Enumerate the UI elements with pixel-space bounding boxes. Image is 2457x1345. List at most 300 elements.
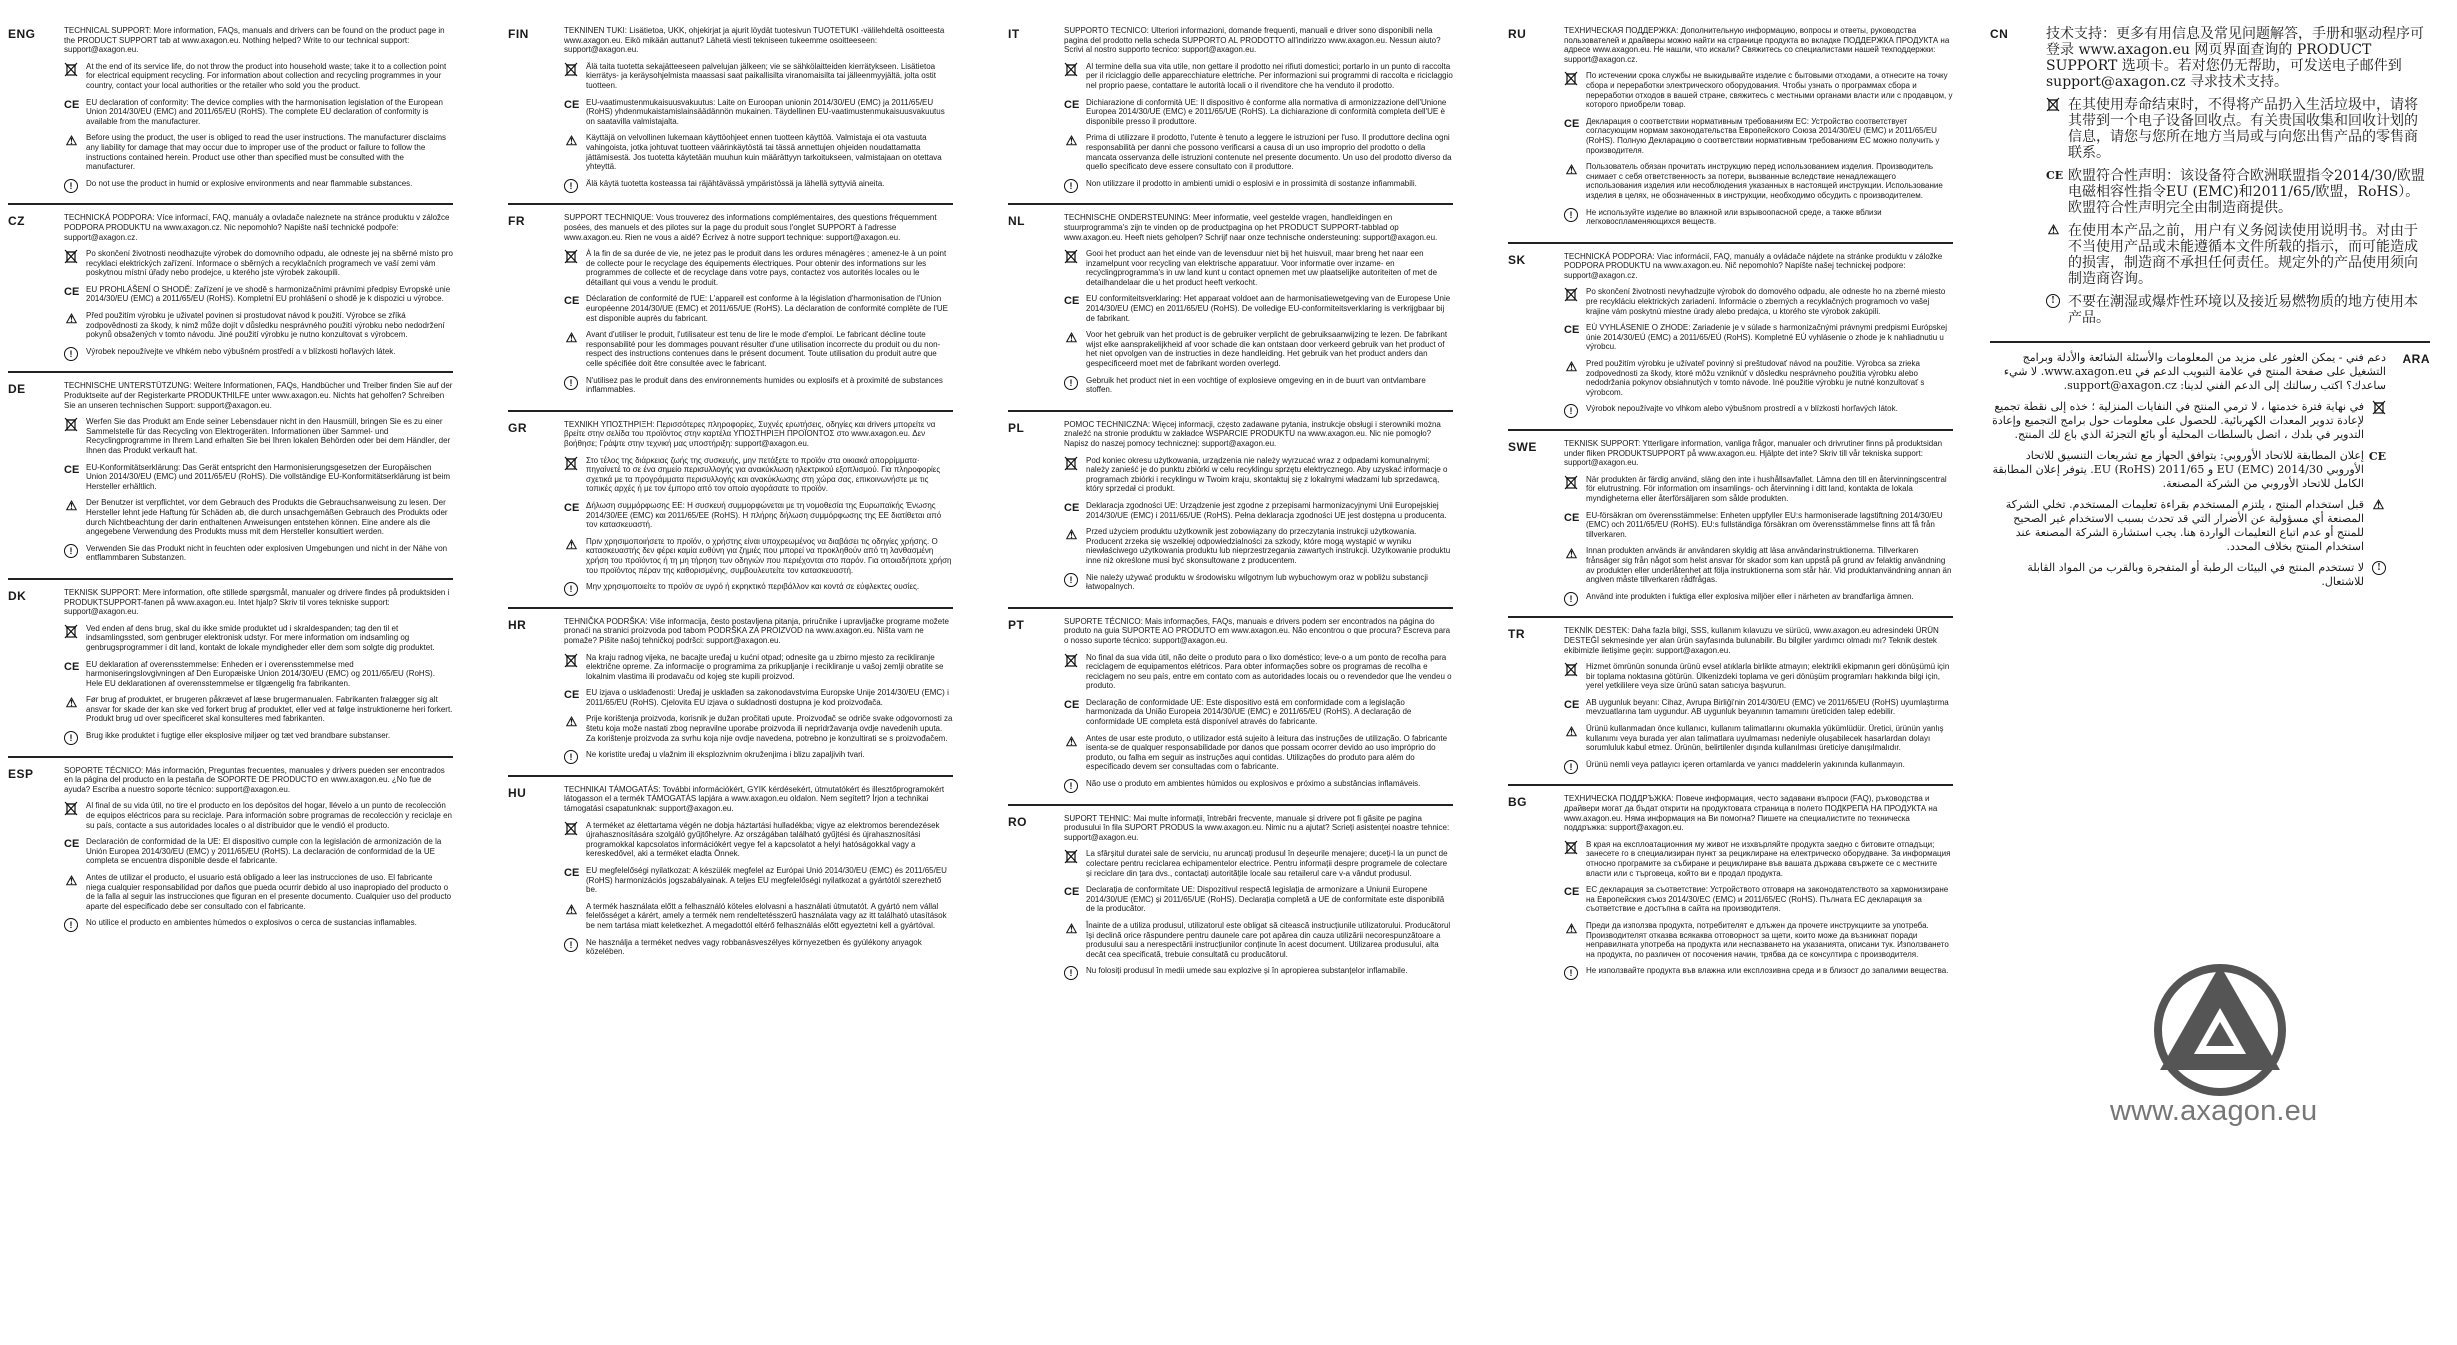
axagon-logo	[2150, 960, 2290, 1110]
notice-item	[1564, 592, 1953, 602]
notice-item	[1064, 849, 1453, 878]
notice-text: 在其使用寿命结束时，不得将产品扔入生活垃圾中，请将其带到一个电子设备回收点。有关贵国收集和回收计划的信息，请您与您所在地方当局或与向您出售产品的零售商联系。	[2068, 97, 2418, 161]
support-text: SUPORT TEHNIC: Mai multe informații, întrebări frecvente, manuale și drivere pot fi găsite pe pagina produsului în fila SUPORT PRODUS la www.axagon.eu. Nimic nu a ajutat? Scrieți asistenței noastre tehnice: support@axagon.eu.	[1064, 813, 1450, 842]
no-humidity-icon: !	[564, 179, 578, 193]
notice-item	[1564, 359, 1953, 397]
support-text: TEKNISK SUPPORT: Ytterligare information, vanliga frågor, manualer och drivrutiner finns på produktsidan under fliken PRODUKTSUPPORT på www.axagon.eu. Hjälpte det inte? Skriv till vår tekniska support: support@axagon.eu.	[1564, 439, 1943, 468]
notice-text: Декларация о соответствии нормативным требованиям ЕС: Устройство соответствует согласующим нормам законодательства Европейского Союза 2014/30/EU (EMC) и 2011/65/EU (RoHS). Полную Декларацию о соответствии нормативным требованиям ЕС можно получить у производителя.	[1586, 116, 1940, 155]
ce-mark-icon: CE	[64, 463, 80, 476]
warning-triangle-icon: ⚠	[1065, 527, 1078, 543]
lang-code: SK	[1508, 252, 1526, 267]
notice-item	[564, 821, 953, 859]
notice-text: Ürünü kullanmadan önce kullanıcı, kullanım talimatlarını okumakla yükümlüdür. Üretici, ürünün yanlış kullanımı veya burada yer alan talimatlara uyulmaması nedeniyle oluşabilecek hasarlardan dolayı sorumluluk kabul etmez. Ürünün, belirtilenler dışında kullanılması üreticiye danışılmalıdır.	[1586, 724, 1944, 753]
notice-item	[564, 133, 953, 171]
notice-text: EU izjava o usklađenosti: Uređaj je usklađen sa zakonodavstvima Europske Unije 2014/30/EU (EMC) i 2011/65/EU (RoHS). Cjelovita EU izjava o sukladnosti dostupna je kod proizvođača.	[586, 688, 949, 707]
support-text: TECHNISCHE UNTERSTÜTZUNG: Weitere Informationen, FAQs, Handbücher und Treiber finden Sie auf der Produktseite auf der Registerkarte PRODUKTHILFE unter www.axagon.eu. Nichts hat geholfen? Schreiben Sie an unseren technischen Support: support@axagon.eu.	[64, 381, 453, 410]
ce-mark-icon: CE	[564, 867, 580, 879]
lang-code: BG	[1508, 795, 1527, 810]
notice-text: Gebruik het product niet in een vochtige of explosieve omgeving en in de buurt van ontvlambare stoffen.	[1086, 375, 1426, 395]
no-humidity-icon: !	[564, 750, 578, 764]
notice-item	[64, 285, 453, 304]
notice-text: ЕС декларация за съответствие: Устройството отговаря на законодателството за хармонизиране на Европейския съюз 2014/30/ЕС (EMC) и 2011/65/ЕС (RoHS). Пълната ЕС декларация за съответствие е достъпна в сайта на производителя.	[1586, 885, 1949, 914]
column-3	[1008, 18, 1453, 991]
notice-item	[1564, 404, 1953, 417]
notice-item	[1064, 501, 1453, 520]
warning-triangle-icon: ⚠	[65, 311, 78, 327]
no-humidity-icon: !	[64, 731, 78, 745]
support-text: TECHNIKAI TÁMOGATÁS: További információkért, GYIK kérdésekért, útmutatókért és illesztőprogramokért látogasson el a termék TÁMOGATÁS lapjára a www.axagon.eu oldalon. Nem segített? Írjon a technikai támogatási csapatunknak: support@axagon.eu.	[564, 784, 945, 814]
notice-item	[64, 544, 453, 563]
notice-text: Käyttäjä on velvollinen lukemaan käyttöohjeet ennen tuotteen käyttöä. Valmistaja ei ota vastuuta vahingoista, jotka johtuvat tuotteen väärinkäytöstä tai tässä annettujen ohjeiden noudattamatta jättämisestä. Jos tuotetta käytetään muuhun kuin määrättyyn tarkoitukseen, valmistajaan on otettava yhteyttä.	[586, 133, 942, 172]
notice-text: إعلان المطابقة للاتحاد الأوروبي: يتوافق الجهاز مع تشريعات التنسيق للاتحاد الأوروبي 2014/30 EU (EMC) و 2011/65 EU (RoHS). يتوفر إعلان المطابقة الكامل للاتحاد الأوروبي من الشركة المصنعة.	[1992, 449, 2364, 490]
no-humidity-icon: !	[1064, 376, 1078, 390]
lang-section-hu	[508, 777, 953, 972]
notice-text: Før brug af produktet, er brugeren påkrævet af læse brugermanualen. Fabrikanten fralægger sig alt ansvar for skade der kan ske ved forkert brug af produktet, eller ved at følge instruktionerne heri forkert. Produkt brug ud over specificeret skal konsulteres med fabrikanten.	[86, 695, 453, 724]
notice-item	[564, 653, 953, 682]
lang-code: IT	[1008, 27, 1020, 41]
no-humidity-icon: !	[1564, 208, 1578, 222]
lang-code: NL	[1008, 214, 1025, 229]
lang-code: CN	[1990, 27, 2009, 41]
warning-triangle-icon: ⚠	[565, 901, 578, 917]
notice-item	[64, 837, 453, 866]
notice-item	[564, 179, 953, 189]
no-humidity-icon: !	[1564, 404, 1578, 418]
crossed-bin-icon	[1564, 71, 1579, 86]
notice-text: Ne használja a terméket nedves vagy robbanásveszélyes környezetben és gyúlékony anyagok közelében.	[586, 937, 922, 957]
notice-item	[2046, 294, 2430, 326]
notice-text: Declarația de conformitate UE: Dispozitivul respectă legislația de armonizare a Uniunii Europene 2014/30/UE (EMC) și 2011/65/UE (RoHS). Declarația completă a UE de conformitate este disponibilă de la producător.	[1086, 885, 1445, 914]
notice-text: Älä käytä tuotetta kosteassa tai räjähtävässä ympäristössä ja lähellä syttyviä aineita.	[586, 178, 885, 188]
notice-item	[1564, 840, 1953, 878]
notice-item	[1564, 724, 1953, 753]
notice-text: Ürünü nemli veya patlayıcı içeren ortamlarda ve yanıcı maddelerin yakınında kullanmayın.	[1586, 759, 1905, 769]
notice-text: Använd inte produkten i fuktiga eller explosiva miljöer eller i närheten av brandfarliga ämnen.	[1586, 591, 1914, 601]
notice-text: EU deklaration af overensstemmelse: Enheden er i overensstemmelse med harmoniseringslovgivningen af Den Europæiske Union 2014/30/EU (EMC) og 2011/65/EU (RoHS). Hele EU deklarationen af overensstemmelse er tilgængelig fra fabrikanten.	[86, 659, 435, 688]
ce-mark-icon: CE	[564, 295, 580, 308]
crossed-bin-icon	[564, 62, 579, 77]
lang-section-sk	[1508, 244, 1953, 431]
warning-triangle-icon: ⚠	[1065, 133, 1078, 149]
no-humidity-icon: !	[1564, 760, 1578, 774]
notice-item	[1564, 760, 1953, 770]
notice-item	[1564, 546, 1953, 584]
notice-item	[1564, 511, 1953, 540]
lang-code: RO	[1008, 814, 1027, 829]
notice-text: Przed użyciem produktu użytkownik jest zobowiązany do przeczytania instrukcji użytkowania. Producent zrzeka się wszelkiej odpowiedzialności za szkody, które mogą wystąpić w wyniku niewłaściwego użytkowania produktu lub nieprzestrzegania zawartych instrukcji. Użytkowanie produktu inne niż określone musi być skonsultowane z producentem.	[1086, 527, 1451, 565]
lang-section-ara	[1990, 343, 2430, 604]
brand-url: www.axagon.eu	[2110, 1095, 2318, 1127]
notice-text: Gooi het product aan het einde van de levensduur niet bij het huisvuil, maar breng het naar een inzamelpunt voor recycling van elektrische apparatuur. Voor informatie over inzame- en recyclingprogramma's in uw land kunt u contact opnemen met uw plaatselijke autoriteiten of met de detailhandelaar die u het product heeft verkocht.	[1086, 249, 1438, 287]
warning-triangle-icon: ⚠	[65, 133, 78, 149]
crossed-bin-icon	[2046, 97, 2061, 112]
support-text: TEKNISK SUPPORT: Mere information, ofte stillede spørgsmål, manualer og drivere findes på produktsiden i PRODUKTSUPPORT-fanen på www.axagon.eu. Intet hjalp? Skriv til vores tekniske support: support@axagon.eu.	[64, 587, 450, 617]
notice-text: Before using the product, the user is obliged to read the user instructions. The manufacturer disclaims any liability for damage that may occur due to improper use of the product or failure to follow the instructions contained herein. Product use other than specified must be consulted with the manufacturer.	[86, 133, 447, 172]
notice-item	[1064, 966, 1453, 979]
notice-text: 欧盟符合性声明：该设备符合欧洲联盟指令2014/30/欧盟电磁相容性指令EU (EMC)和2011/65/欧盟，RoHS）。欧盟符合性声明完全由制造商提供。	[2068, 168, 2425, 216]
notice-text: Antes de usar este produto, o utilizador está sujeito à leitura das instruções de utilização. O fabricante isenta-se de qualquer responsabilidade por danos que possam ocorrer devido ao uso impróprio do produto, ou falha em seguir as instruções aqui contidas. Utilizações do produto para além do especificado devem ser consultadas com o fabricante.	[1086, 733, 1448, 772]
lang-code: SWE	[1508, 440, 1537, 454]
notice-text: Před použitím výrobku je uživatel povinen si prostudovat návod k použití. Výrobce se zříká zodpovědnosti za škody, k nimž může dojít v důsledku nesprávného použití výrobku nebo nedodržení pokynů obsažených v tomto návodu. Jiné použití výrobku je nutno konzultovat s výrobcem.	[86, 311, 445, 340]
ce-mark-icon: CE	[64, 838, 80, 851]
lang-code: PT	[1008, 617, 1025, 632]
ce-mark-icon: CE	[2368, 450, 2386, 463]
notice-item	[1564, 71, 1953, 109]
notice-item	[64, 731, 453, 744]
notice-item	[564, 98, 953, 127]
notice-item	[1064, 62, 1453, 91]
warning-triangle-icon: ⚠	[65, 498, 78, 514]
notice-text: Μην χρησιμοποιείτε το προϊόν σε υγρό ή εκρηκτικό περιβάλλον και κοντά σε εύφλεκτες ουσίες.	[586, 582, 920, 592]
notice-item	[1064, 779, 1453, 792]
lang-section-fr	[508, 205, 953, 412]
notice-text: Не използвайте продукта във влажна или експлозивна среда и в близост до запалими вещества.	[1586, 966, 1949, 976]
crossed-bin-icon	[1064, 249, 1079, 264]
lang-code: HU	[508, 785, 527, 800]
notice-item	[1990, 561, 2386, 589]
ce-mark-icon: CE	[564, 501, 580, 514]
notice-text: At the end of its service life, do not throw the product into household waste; take it to a collection point for electrical equipment recycling. For information about collection and recycling programmes in your country, contact your local authorities or the retailer who sold you the product.	[86, 61, 447, 90]
notice-item	[1564, 885, 1953, 914]
crossed-bin-icon	[64, 417, 79, 432]
notice-item	[564, 330, 953, 368]
support-text: SOPORTE TÉCNICO: Más información, Preguntas frecuentes, manuales y drivers pueden ser encontrados en la página del producto en la pestaña de SOPORTE DE PRODUCTO en www.axagon.eu. ¿No fue de ayuda? Escriba a nuestro soporte técnico: support@axagon.eu.	[64, 765, 445, 794]
ce-mark-icon: CE	[1564, 324, 1580, 337]
crossed-bin-icon	[564, 456, 579, 471]
support-text: TECHNISCHE ONDERSTEUNING: Meer informatie, veel gestelde vragen, handleidingen en stuurprogramma's zijn te vinden op de productpagina op het PRODUCT SUPPORT-tabblad op www.axagon.eu. Heeft niets geholpen? Schrijf naar onze technische ondersteuning: support@axagon.eu.	[1064, 213, 1438, 242]
column-4	[1508, 18, 1953, 991]
notice-item	[564, 714, 953, 743]
warning-triangle-icon: ⚠	[1565, 546, 1578, 562]
notice-item	[1064, 179, 1453, 189]
notice-item	[64, 133, 453, 171]
notice-text: Po skončení životnosti nevyhadzujte výrobok do domového odpadu, ale odneste ho na zberné miesto pre recykláciu elektrických zariadení. Informácie o zberných a recyklačných programoch vo vašej krajine vám poskytnú miestne úrady alebo predajca, u ktorého ste výrobok zakúpili.	[1586, 287, 1946, 316]
notice-text: EU conformiteitsverklaring: Het apparaat voldoet aan de harmonisatiewetgeving van de Europese Unie 2014/30/EU (EMC) en 2011/65/EU (RoHS). De volledige EU-conformiteitsverklaring is verkrijgbaar bij de fabrikant.	[1086, 294, 1451, 323]
notice-item	[1064, 294, 1453, 323]
notice-item	[1064, 527, 1453, 565]
warning-triangle-icon: ⚠	[2047, 223, 2060, 238]
notice-text: Antes de utilizar el producto, el usuario está obligado a leer las instrucciones de uso. El fabricante niega cualquier responsabilidad por daños que pueda ocurrir debido al uso inapropiado del producto o de la falla al seguir las instrucciones que figuran en el presente documento. Cualquier uso del producto aparte del especificado debe ser consultado con el fabricante.	[86, 873, 452, 911]
crossed-bin-icon	[564, 653, 579, 668]
ce-mark-icon: CE	[1564, 511, 1580, 524]
notice-item	[564, 582, 953, 595]
notice-item	[64, 660, 453, 689]
notice-item	[1564, 662, 1953, 691]
notice-text: Prije korištenja proizvoda, korisnik je dužan pročitati upute. Proizvođač se odriče svake odgovornosti za štetu koja može nastati zbog nepravilne uporabe proizvoda ili nepridržavanja ovdje navedenih uputa. Za korištenje proizvoda za svrhu koja nije ovdje navedena, potrebno je konzultirati se s proizvođačem.	[586, 714, 953, 743]
notice-item	[64, 498, 453, 536]
notice-text: Verwenden Sie das Produkt nicht in feuchten oder explosiven Umgebungen und nicht in der Nähe von entflammbaren Substanzen.	[86, 543, 448, 563]
crossed-bin-icon	[564, 821, 579, 836]
crossed-bin-icon	[564, 249, 579, 264]
notice-text: EU-Konformitätserklärung: Das Gerät entspricht den Harmonisierungsgesetzen der Europäischen Union 2014/30/EU (EMC) und 2011/65/EU (RoHS). Die vollständige EU-Konformitätserklärung ist beim Hersteller erhältlich.	[86, 462, 451, 491]
lang-code: ARA	[2402, 352, 2430, 366]
notice-item	[1564, 208, 1953, 227]
notice-text: No utilice el producto en ambientes húmedos o explosivos o cerca de sustancias inflamables.	[86, 918, 417, 928]
lang-code: DE	[8, 382, 26, 397]
support-text: TEHNIČKA PODRŠKA: Više informacija, često postavljena pitanja, priručnike i upravljačke programe možete pronaći na stranici proizvoda pod tabom PODRŠKA ZA PROIZVOD na www.axagon.eu. Ništa vam ne pomaže? Pišite našoj tehničkoj podršci: support@axagon.eu.	[564, 616, 949, 645]
notice-text: لا تستخدم المنتج في البيئات الرطبة أو المتفجرة وبالقرب من المواد القابلة للاشتعال.	[2027, 561, 2364, 588]
lang-code: GR	[508, 420, 527, 435]
notice-item	[564, 376, 953, 395]
support-text: TEKNINEN TUKI: Lisätietoa, UKK, ohjekirjat ja ajurit löydät tuotesivun TUOTETUKI -välilehdeltä osoitteesta www.axagon.eu. Eikö mikään auttanut? Lähetä viesti tekniseen tukeemme osoitteeseen: support@axagon.eu.	[564, 26, 945, 55]
notice-text: Δήλωση συμμόρφωσης ΕΕ: Η συσκευή συμμορφώνεται με τη νομοθεσία της Ευρωπαϊκής Ένωσης 2014/30/ΕΕ (EMC) και 2011/65/ΕΕ (RoHS). Η πλήρης δήλωση συμμόρφωσης της ΕΕ διατίθεται από τον κατασκευαστή.	[586, 500, 942, 530]
notice-item	[564, 501, 953, 530]
support-text: TECHNICAL SUPPORT: More information, FAQs, manuals and drivers can be found on the product page in the PRODUCT SUPPORT tab at www.axagon.eu. Nothing helped? Write to our technical support: support@axagon.eu.	[64, 26, 445, 55]
notice-text: Non utilizzare il prodotto in ambienti umidi o esplosivi e in prossimità di sostanze infiammabili.	[1086, 178, 1417, 188]
notice-text: Pred použitím výrobku je užívateľ povinný si preštudovať návod na použitie. Výrobca sa zrieka zodpovednosti za škody, ktoré môžu vzniknúť v dôsledku nesprávneho použitia výrobku alebo nedodržania pokynov obsiahnutých v tomto návode. Iné použitie výrobku je nutné konzultovať s výrobcom.	[1586, 359, 1925, 397]
ce-mark-icon: CE	[1564, 886, 1580, 899]
notice-text: N'utilisez pas le produit dans des environnements humides ou explosifs et à proximité de substances inflammables.	[586, 375, 943, 395]
notice-item	[64, 311, 453, 340]
notice-item	[1064, 456, 1453, 494]
no-humidity-icon: !	[2046, 294, 2060, 308]
notice-item	[1064, 921, 1453, 959]
crossed-bin-icon	[1564, 662, 1579, 677]
warning-triangle-icon: ⚠	[565, 133, 578, 149]
no-humidity-icon: !	[564, 376, 578, 390]
notice-item	[1564, 117, 1953, 155]
notice-text: Πριν χρησιμοποιήσετε το προϊόν, ο χρήστης είναι υποχρεωμένος να διαβάσει τις οδηγίες χρήσης. Ο κατασκευαστής δεν φέρει καμία ευθύνη για ζημιές που μπορεί να προκληθούν από τη λανθασμένη χρήση του προϊόντος ή τη μη τήρηση των οδηγιών που περιέχονται στο παρόν. Για οποιαδήποτε χρήση του προϊόντος πέραν της καθορισμένης, συμβουλευτείτε τον κατασκευαστή.	[586, 536, 952, 575]
notice-text: Innan produkten används är användaren skyldig att läsa användarinstruktionerna. Tillverkaren frånsäger sig från något som helst ansvar för skador som kan uppstå på grund av felaktig användning av produkten eller underlåtenhet att följa instruktionerna som står här. Vid produktanvändning annan än angiven måste tillverkaren rådfrågas.	[1586, 546, 1952, 585]
crossed-bin-icon	[1064, 456, 1079, 471]
notice-item	[564, 294, 953, 323]
notice-text: Dichiarazione di conformità UE: Il dispositivo è conforme alla normativa di armonizzazione dell'Unione Europea 2014/30/UE (EMC) e 2011/65/UE (RoHS). La dichiarazione di conformità completa dell'UE è disponibile presso il produttore.	[1086, 97, 1447, 126]
notice-text: Po skončení životnosti neodhazujte výrobek do domovního odpadu, ale odneste jej na sběrné místo pro recyklaci elektrických zařízení. Informace o sběrných a recyklačních programech ve vaší zemi vám poskytnou místní úřady nebo prodejce, u kterého jste výrobek zakoupili.	[86, 249, 453, 278]
lang-section-ru	[1508, 18, 1953, 244]
ce-mark-icon: CE	[64, 98, 80, 111]
crossed-bin-icon	[64, 249, 79, 264]
notice-text: A terméket az élettartama végén ne dobja háztartási hulladékba; vigye az elektromos berendezések újrahasznosítására szolgáló gyűjtőhelyre. Az országában található gyűjtési és újrahasznosítási programokkal kapcsolatos információkért vegye fel a kapcsolatot a helyi hatóságokkal vagy a kereskedővel, aki a terméket eladta Önnek.	[586, 820, 940, 859]
lang-section-ro	[1008, 806, 1453, 991]
notice-item	[2046, 223, 2430, 287]
notice-item	[1564, 162, 1953, 200]
no-humidity-icon: !	[564, 582, 578, 596]
ce-mark-icon: CE	[1064, 295, 1080, 308]
crossed-bin-icon	[1564, 475, 1579, 490]
ce-mark-icon: CE	[2046, 169, 2064, 182]
lang-code: TR	[1508, 627, 1525, 642]
warning-triangle-icon: ⚠	[565, 714, 578, 730]
crossed-bin-icon	[1064, 62, 1079, 77]
no-humidity-icon: !	[64, 544, 78, 558]
notice-text: Declaração de conformidade UE: Este dispositivo está em conformidade com a legislação harmonizada da União Europeia 2014/30/UE (EMC) e 2011/65/EU (RoHS). A declaração de conformidade UE completa está disponível através do fabricante.	[1086, 697, 1412, 727]
notice-item	[64, 417, 453, 455]
crossed-bin-icon	[1064, 653, 1079, 668]
notice-item	[64, 249, 453, 278]
notice-item	[564, 902, 953, 931]
lang-code: DK	[8, 588, 27, 603]
notice-item	[1064, 734, 1453, 772]
lang-code: FIN	[508, 27, 529, 41]
notice-text: Werfen Sie das Produkt am Ende seiner Lebensdauer nicht in den Hausmüll, bringen Sie es zu einer Sammelstelle für das Recycling von Elektrogeräten. Informationen über Sammel- und Recyclingprogramme in Ihrem Land erhalten Sie bei Ihren lokalen Behörden oder bei dem Händler, der Ihnen das Produkt verkauft hat.	[86, 417, 451, 455]
lang-section-gr	[508, 412, 953, 609]
lang-section-cz	[8, 205, 453, 373]
lang-code: ENG	[8, 27, 36, 41]
support-text: SUPPORT TECHNIQUE: Vous trouverez des informations complémentaires, des questions fréquemment posées, des manuels et des pilotes sur la page du produit sous l'onglet SUPPORT à l'adresse www.axagon.eu. Rien ne vous a aidé? Écrivez à notre support technique: support@axagon.eu.	[564, 213, 937, 242]
notice-text: في نهاية فترة خدمتها ، لا ترمي المنتج في النفايات المنزلية ؛ خذه إلى نقطة تجميع لإعادة تدوير المعدات الكهربائية. للحصول على معلومات حول برامج التجميع وإعادة التدوير في بلدك ، اتصل بالسلطات المحلية أو بائع التجزئة الذي باع لك المنتج.	[1992, 400, 2364, 441]
no-humidity-icon: !	[1064, 779, 1078, 793]
notice-item	[1564, 698, 1953, 717]
notice-item	[64, 695, 453, 724]
notice-text: A termék használata előtt a felhasználó köteles elolvasni a használati útmutatót. A gyártó nem vállal felelősséget a kárért, amely a termék nem rendeltetésszerű használata vagy az itt található utasítások be nem tartása miatt keletkezhet. A megadottól eltérő felhasználás előtt egyeztetni kell a gyártóval.	[586, 901, 947, 930]
warning-triangle-icon: ⚠	[2372, 498, 2385, 513]
no-humidity-icon: !	[1064, 966, 1078, 980]
support-text: SUPPORTO TECNICO: Ulteriori informazioni, domande frequenti, manuali e driver sono disponibili nella pagina del prodotto nella scheda SUPPORTO AL PRODOTTO all'indirizzo www.axagon.eu. Nessun aiuto? Scrivi al nostro supporto tecnico: support@axagon.eu.	[1064, 26, 1441, 55]
crossed-bin-icon	[64, 624, 79, 639]
support-text: POMOC TECHNICZNA: Więcej informacji, często zadawane pytania, instrukcje obsługi i sterowniki można znaleźć na stronie produktu w zakładce WSPARCIE PRODUKTU na www.axagon.eu. Nic nie pomogło? Napisz do naszej pomocy technicznej: support@axagon.eu.	[1064, 419, 1441, 448]
notice-text: Avant d'utiliser le produit, l'utilisateur est tenu de lire le mode d'emploi. Le fabricant décline toute responsabilité pour les dommages pouvant résulter d'une utilisation incorrecte du produit ou du non-respect des instructions contenues dans le présent document. Toute utilisation du produit autre que celle spécifiée doit être consultée avec le fabricant.	[586, 330, 941, 369]
ce-mark-icon: CE	[564, 98, 580, 111]
notice-text: Výrobek nepoužívejte ve vlhkém nebo výbušném prostředí a v blízkosti hořlavých látek.	[86, 346, 396, 356]
notice-item	[564, 62, 953, 91]
ce-mark-icon: CE	[1064, 98, 1080, 111]
notice-item	[2046, 168, 2430, 216]
warning-triangle-icon: ⚠	[1065, 920, 1078, 936]
warning-triangle-icon: ⚠	[1065, 733, 1078, 749]
crossed-bin-icon	[64, 801, 79, 816]
notice-text: 在使用本产品之前，用户有义务阅读使用说明书。对由于不当使用产品或未能遵循本文件所载的指示，而可能造成的损害，制造商不承担任何责任。规定外的产品使用须向制造商咨询。	[2068, 223, 2418, 287]
notice-text: EU megfelelőségi nyilatkozat: A készülék megfelel az Európai Unió 2014/30/EU (EMC) és 2011/65/EU (RoHS) harmonizációs jogszabályainak. A teljes EU megfelelőségi nyilatkozat a gyártótól szerezhető be.	[586, 866, 947, 895]
warning-triangle-icon: ⚠	[1065, 330, 1078, 346]
notice-item	[64, 347, 453, 357]
lang-section-fin	[508, 18, 953, 205]
notice-item	[564, 866, 953, 895]
notice-item	[1064, 249, 1453, 287]
lang-code: PL	[1008, 420, 1025, 435]
notice-text: Nu folosiți produsul în medii umede sau explozive și în apropierea substanțelor inflamabile.	[1086, 966, 1408, 976]
lang-section-hr	[508, 609, 953, 777]
no-humidity-icon: !	[1564, 592, 1578, 606]
no-humidity-icon: !	[64, 347, 78, 361]
lang-code: FR	[508, 214, 525, 229]
notice-item	[1564, 287, 1953, 316]
crossed-bin-icon	[2371, 400, 2386, 415]
support-text: ΤΕΧΝΙΚΗ ΥΠΟΣΤΗΡΙΞΗ: Περισσότερες πληροφορίες, Συχνές ερωτήσεις, οδηγίες και drivers μπορείτε να βρείτε στην σελίδα του προϊόντος στην καρτέλα ΥΠΟΣΤΗΡΙΞΗ ΠΡΟΪΟΝΤΟΣ στο www.axagon.eu. Δεν βοήθησε; Γράψτε στην τεχνική μας υποστήριξη: support@axagon.eu.	[564, 419, 936, 448]
support-text: TEKNİK DESTEK: Daha fazla bilgi, SSS, kullanım kılavuzu ve sürücü, www.axagon.eu adresindeki ÜRÜN DESTEĞİ sekmesinde yer alan ürün sayfasında bulunabilir. Bu bilgiler yardımcı olmadı mı? Teknik destek ekibimizle iletişime geçin: support@axagon.eu.	[1564, 626, 1939, 655]
warning-triangle-icon: ⚠	[565, 330, 578, 346]
notice-text: Pod koniec okresu użytkowania, urządzenia nie należy wyrzucać wraz z odpadami komunalnymi; należy zanieść je do punktu zbiórki w celu recyklingu sprzętu elektrycznego. Aby uzyskać informacje o programach zbiórki i recyklingu w Twoim kraju, skontaktuj się z lokalnymi władzami lub sprzedawcą, który sprzedał ci produkt.	[1086, 455, 1448, 494]
crossed-bin-icon	[1564, 840, 1579, 855]
notice-item	[64, 98, 453, 127]
notice-item	[64, 918, 453, 931]
ce-mark-icon: CE	[1064, 698, 1080, 711]
lang-section-pt	[1008, 609, 1453, 806]
notice-item	[564, 537, 953, 575]
notice-item	[64, 873, 453, 911]
notice-item	[64, 463, 453, 492]
lang-section-eng	[8, 18, 453, 205]
warning-triangle-icon: ⚠	[65, 873, 78, 888]
ce-mark-icon: CE	[1564, 698, 1580, 711]
notice-item	[64, 624, 453, 653]
notice-item	[1064, 133, 1453, 171]
notice-text: Na kraju radnog vijeka, ne bacajte uređaj u kućni otpad; odnesite ga u zbirno mjesto za recikliranje električne opreme. Za informacije o programima za prikupljanje i recikliranje u vašoj zemlji obratite se lokalnim vlastima ili prodavaču od kojeg ste kupili proizvod.	[586, 652, 944, 681]
notice-item	[1990, 400, 2386, 442]
lang-section-swe	[1508, 431, 1953, 618]
notice-item	[2046, 97, 2430, 161]
column-5	[1990, 18, 2430, 604]
no-humidity-icon: !	[1564, 966, 1578, 980]
lang-section-bg	[1508, 786, 1953, 991]
notice-item	[64, 179, 453, 189]
ce-mark-icon: CE	[564, 689, 580, 702]
lang-code: ESP	[8, 766, 34, 781]
column-2	[508, 18, 953, 972]
no-humidity-icon: !	[64, 918, 78, 932]
notice-text: Deklaracja zgodności UE: Urządzenie jest zgodne z przepisami harmonizacyjnymi Unii Europejskiej 2014/30/UE (EMC) i 2011/65/UE (RoHS). Pełna deklaracja zgodności UE jest dostępna u producenta.	[1086, 500, 1447, 520]
column-1	[8, 18, 453, 943]
warning-triangle-icon: ⚠	[1565, 359, 1578, 375]
notice-text: Преди да използва продукта, потребителят е длъжен да прочете инструкциите за употреба. Производителят отказва всякаква отговорност за щети, които може да възникнат поради неправилната употреба на продукта или неспазването на указанията, описани тук. Използването на продукта, по различен от посочения начин, трябва да се консултира с производителя.	[1586, 920, 1949, 959]
warning-triangle-icon: ⚠	[1565, 724, 1578, 740]
lang-section-nl	[1008, 205, 1453, 412]
notice-text: När produkten är färdig använd, släng den inte i hushållsavfallet. Lämna den till en återvinningscentral för elutrustning. För information om insamlings- och återvinning i ditt land, kontakta de lokala myndigheterna eller återförsäljaren som sålde produkten.	[1586, 474, 1947, 503]
ce-mark-icon: CE	[64, 660, 80, 673]
notice-item	[1064, 573, 1453, 592]
notice-text: Älä taita tuotetta sekajätteeseen palvelujan jälkeen; vie se sähkölaitteiden kierrätykseen. Lisätietoa kierrätys- ja keräysohjelmista maassasi saat paikallisilta viranomaisilta tai jälleenmyyjältä, jolta ostit tuotteen.	[586, 61, 936, 90]
notice-text: Ved enden af dens brug, skal du ikke smide produktet ud i skraldespanden; tag den til et indsamlingssted, som genbruger elektronisk udstyr. For mere information om indsamling og genbrugsprogrammer i dit land, kontakt de lokale myndigheder eller dem som solgte dig produktet.	[86, 623, 435, 652]
lang-section-dk	[8, 580, 453, 758]
notice-text: В края на експлоатационния му живот не изхвърляйте продукта заедно с битовите отпадъци; занесете го в специализиран пункт за рециклиране на електрическо оборудване. За информация относно програмите за събиране и рециклиране във вашата държава свържете се с местните власти или с търговеца, който ви е продал продукта.	[1586, 839, 1951, 878]
notice-item	[564, 456, 953, 494]
notice-text: EU PROHLÁŠENÍ O SHODĚ: Zařízení je ve shodě s harmonizačními právními předpisy Evropské unie 2014/30/EU (EMC) a 2011/65/EU (RoHS). Kompletní EU prohlášení o shodě je k dispozici u výrobce.	[86, 284, 451, 304]
notice-item	[564, 688, 953, 707]
notice-text: Ne koristite uređaj u vlažnim ili eksplozivnim okruženjima i blizu zapaljivih tvari.	[586, 750, 865, 760]
notice-text: Înainte de a utiliza produsul, utilizatorul este obligat să citească instrucțiunile utilizatorului. Producătorul își declină orice răspundere pentru daunele care pot apărea din cauza utilizării necorespunzătoare a produsului sau a nerespectării instrucțiunilor conținute în acest document. Utilizarea produsului, alta decât cea specificată, trebuie consultată cu producătorul.	[1086, 920, 1451, 959]
ce-mark-icon: CE	[1064, 886, 1080, 899]
notice-text: Der Benutzer ist verpflichtet, vor dem Gebrauch des Produkts die Gebrauchsanweisung zu lesen. Der Hersteller lehnt jede Haftung für Schäden ab, die durch unsachgemäßen Gebrauch des Produkts oder durch Nichtbeachtung der darin enthaltenen Anweisungen entstehen können. Eine andere als die angegebene Verwendung des Produkts muss mit dem Hersteller konsultiert werden.	[86, 498, 448, 537]
notice-text: Brug ikke produktet i fugtige eller eksplosive miljøer og tæt ved brandbare substanser.	[86, 731, 391, 741]
notice-item	[1564, 921, 1953, 959]
support-text: TECHNICKÁ PODPORA: Viac informácií, FAQ, manuály a ovládače nájdete na stránke produktu v záložke PODPORA PRODUKTU na www.axagon.eu. Nič nepomohlo? Napíšte našej technickej podpore: support@axagon.cz.	[1564, 251, 1943, 280]
lang-section-esp	[8, 758, 453, 943]
notice-text: По истечении срока службы не выкидывайте изделие с бытовыми отходами, а отнесите на точку сбора и переработки электрического оборудования. Чтобы узнать о программах сбора и переработки отходов в вашей стране, свяжитесь с местными органами власти или с продавцом, у которого приобрели товар.	[1586, 71, 1953, 110]
notice-text: EU-försäkran om överensstämmelse: Enheten uppfyller EU:s harmoniserade lagstiftning 2014/30/EU (EMC) och 2011/65/EU (RoHS). EU:s fullständiga försäkran om överensstämmelse finns att få från tillverkaren.	[1586, 510, 1943, 539]
notice-text: Hizmet ömrünün sonunda ürünü evsel atıklarla birlikte atmayın; elektrikli ekipmanın geri dönüşümü için bir toplama noktasına götürün. Ülkenizdeki toplama ve geri dönüşüm programları hakkında bilgi için, yerel yetkililere veya size ürünü satan satıcıya başvurun.	[1586, 662, 1950, 691]
notice-text: EU-vaatimustenmukaisuusvakuutus: Laite on Euroopan unionin 2014/30/EU (EMC) ja 2011/65/EU (RoHS) yhdenmukaistamislainsäädännön mukainen. Täydellinen EU-vaatimustenmukaisuusvakuutus on saatavilla valmistajalta.	[586, 97, 945, 126]
support-text: SUPORTE TÉCNICO: Mais informações, FAQs, manuais e drivers podem ser encontrados na página do produto na guia SUPORTE AO PRODUTO em www.axagon.eu. Não encontrou o que procura? Escreva para o nosso suporte técnico: support@axagon.eu.	[1064, 616, 1451, 645]
warning-triangle-icon: ⚠	[1565, 162, 1578, 178]
notice-text: EU declaration of conformity: The device complies with the harmonisation legislation of the European Union 2014/30/EU (EMC) and 2011/65/EU (RoHS). The complete EU declaration of conformity is available from the manufacturer.	[86, 97, 443, 126]
notice-item	[1564, 475, 1953, 504]
lang-code: RU	[1508, 27, 1527, 41]
no-humidity-icon: !	[1064, 179, 1078, 193]
lang-section-it	[1008, 18, 1453, 205]
notice-item	[564, 938, 953, 957]
notice-text: Στο τέλος της διάρκειας ζωής της συσκευής, μην πετάξετε το προϊόν στα οικιακά απορρίμματα· πηγαίνετέ το σε ένα σημείο περισυλλογής για ανακύκλωση ηλεκτρικού εξοπλισμού. Για πληροφορίες σχετικά με τα προγράμματα περισυλλογής και ανακύκλωσης στη χώρα σας, επικοινωνήστε με τις τοπικές αρχές ή με τον έμπορο από τον οποίο αγοράσατε το προϊόν.	[586, 455, 941, 494]
notice-item	[1564, 966, 1953, 979]
notice-item	[64, 801, 453, 830]
crossed-bin-icon	[1064, 849, 1079, 864]
notice-text: Declaración de conformidad de la UE: El dispositivo cumple con la legislación de armonización de la Unión Europea 2014/30/EU (EMC) y 2011/65/EU (RoHS). La declaración de conformidad de la UE completa se encuentra disponible desde el fabricante.	[86, 837, 442, 866]
notice-text: EÚ VYHLÁSENIE O ZHODE: Zariadenie je v súlade s harmonizačnými právnymi predpismi Európskej únie 2014/30/EÚ (EMC) a 2011/65/EÚ (RoHS). Kompletné EÚ vyhlásenie o zhode je k nahliadnutiu u výrobcu.	[1586, 323, 1948, 352]
support-text: 技术支持：更多有用信息及常见问题解答，手册和驱动程序可登录 www.axagon.eu 网页界面查询的 PRODUCT SUPPORT 选项卡。若对您仍无帮助，可发送电子邮件到 support@axagon.cz 寻求技术支持。	[2046, 26, 2424, 90]
notice-text: Výrobok nepoužívajte vo vlhkom alebo výbušnom prostredí a v blízkosti horľavých látok.	[1586, 404, 1898, 414]
lang-code: HR	[508, 617, 527, 632]
no-humidity-icon: !	[64, 179, 78, 193]
ce-mark-icon: CE	[1564, 117, 1580, 130]
ce-mark-icon: CE	[64, 285, 80, 298]
crossed-bin-icon	[64, 62, 79, 77]
notice-text: Al termine della sua vita utile, non gettare il prodotto nei rifiuti domestici; portarlo in un punto di raccolta per il riciclaggio delle apparecchiature elettriche. Per informazioni sui programmi di raccolta e riciclaggio nel proprio paese, contattare le autorità locali o il rivenditore che ha venduto il prodotto.	[1086, 61, 1453, 90]
notice-text: Prima di utilizzare il prodotto, l'utente è tenuto a leggere le istruzioni per l'uso. Il produttore declina ogni responsabilità per danni che possono verificarsi a causa di un uso improprio del prodotto o della mancata osservanza delle istruzioni contenute nel presente documento. Un uso del prodotto diverso da quello specificato deve essere consultato con il produttore.	[1086, 133, 1452, 172]
notice-text: No final da sua vida útil, não deite o produto para o lixo doméstico; leve-o a um ponto de recolha para reciclagem de equipamentos elétricos. Para obter informações sobre os programas de recolha e reciclagem no seu país, entre em contato com as autoridades locais ou o revendedor que lhe vendeu o produto.	[1086, 652, 1452, 691]
notice-text: Déclaration de conformité de l'UE: L'appareil est conforme à la législation d'harmonisation de l'Union européenne 2014/30/UE (EMC) et 2011/65/UE (RoHS). La déclaration de conformité complète de l'UE est disponible auprès du fabricant.	[586, 294, 949, 323]
notice-item	[1564, 323, 1953, 352]
notice-item	[1064, 330, 1453, 368]
ce-mark-icon: CE	[1064, 501, 1080, 514]
notice-item	[64, 62, 453, 91]
